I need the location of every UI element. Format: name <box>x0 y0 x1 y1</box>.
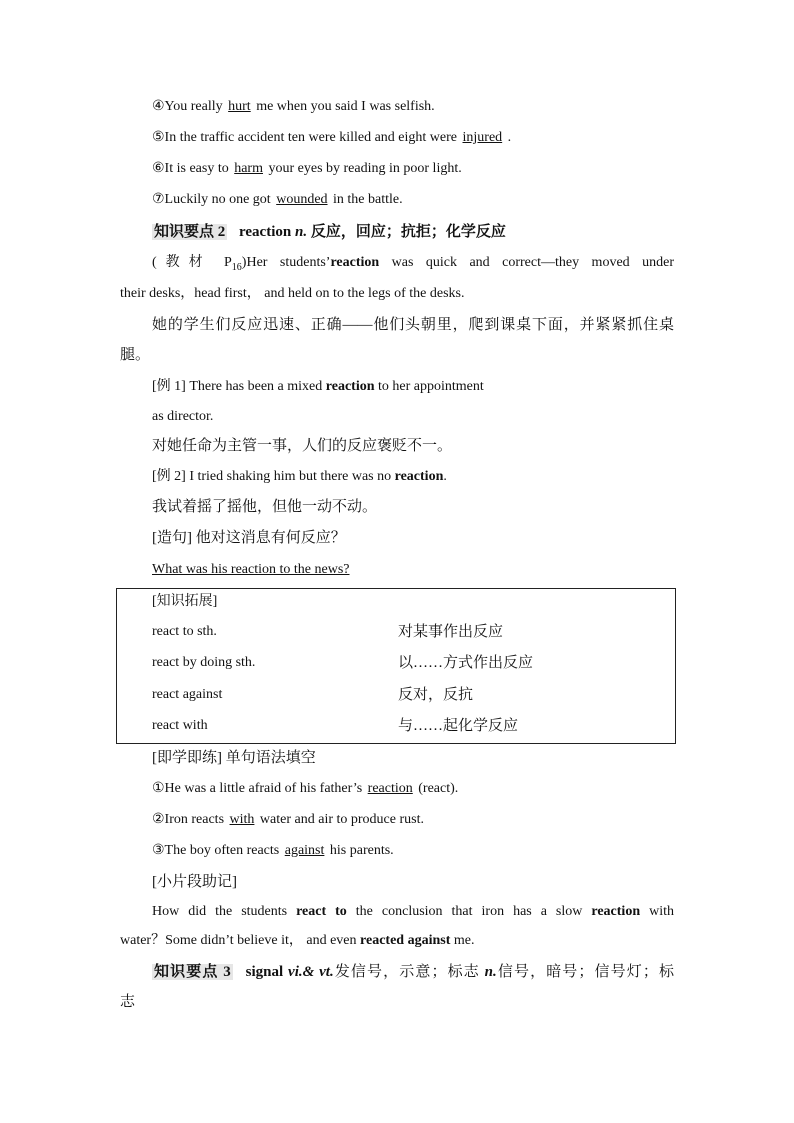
point-tag: 知识要点 3 <box>154 964 231 980</box>
memo-line2: water？Some didn’t believe it， and even reacted against me. <box>120 933 475 948</box>
exercise-item-4: ④You really hurt me when you said I was selfish. <box>152 99 435 114</box>
example-2: [例 2] I tried shaking him but there was no reaction. <box>152 469 447 484</box>
expansion-title: [知识拓展] <box>152 594 218 609</box>
headword: signal <box>245 964 284 980</box>
answer-blank: wounded <box>276 192 328 207</box>
knowledge-expansion-box <box>116 588 676 744</box>
point-3-heading-cont: 志 <box>120 994 136 1010</box>
translation-line1: 她的学生们反应迅速、正确——他们头朝里，爬到课桌下面，并紧紧抓住桌 <box>152 317 674 333</box>
expansion-row: react by doing sth. 以……方式作出反应 <box>152 655 534 671</box>
headword-meaning: 反应，回应；抗拒；化学反应 <box>310 224 506 240</box>
expansion-row: react with 与……起化学反应 <box>152 718 519 734</box>
textbook-quote-line2: their desks，head first， and held on to the legs of the desks. <box>120 286 465 301</box>
textbook-quote-line1: (教材 $P_{16})Her$ students’reaction was quick and correct—they moved under <box>152 255 675 273</box>
answer-blank: reaction <box>367 781 413 796</box>
answer-blank: injured <box>462 130 503 145</box>
practice-title: [即学即练] 单句语法填空 <box>152 750 316 766</box>
point-tag: 知识要点 2 <box>154 224 226 240</box>
exercise-item-7: ⑦Luckily no one got wounded in the battle. <box>152 192 403 207</box>
sentence-making-prompt: [造句] 他对这消息有何反应？ <box>152 530 346 546</box>
example-2-translation: 我试着摇了摇他，但他一动不动。 <box>152 499 378 515</box>
sentence-making-answer: What was his reaction to the news? <box>152 562 350 577</box>
point-3-heading: 知识要点 3 signal vi.& vt.发信号，示意；标志 n.信号，暗号；信号灯；标 <box>154 964 674 980</box>
expansion-row: react against 反对，反抗 <box>152 687 474 703</box>
part-of-speech: n. <box>294 224 308 240</box>
practice-question-2: ②Iron reacts with water and air to produce rust. <box>152 812 424 827</box>
answer-blank: harm <box>234 161 263 176</box>
memo-line1: How did the students react to the conclusion that iron has a slow reaction with <box>152 904 674 919</box>
expansion-row: react to sth. 对某事作出反应 <box>152 624 504 640</box>
memo-title: [小片段助记] <box>152 874 237 890</box>
answer-blank: against <box>284 843 325 858</box>
answer-blank: with <box>229 812 255 827</box>
practice-question-1: ①He was a little afraid of his father’s reaction (react). <box>152 781 459 796</box>
translation-line2: 腿。 <box>120 347 151 363</box>
answer-blank: hurt <box>228 99 251 114</box>
part-of-speech: vi.& vt. <box>288 964 334 980</box>
example-1: [例 1] There has been a mixed reaction to her appointment <box>152 379 484 394</box>
exercise-item-6: ⑥It is easy to harm your eyes by reading in poor light. <box>152 161 462 176</box>
example-1-translation: 对她任命为主管一事，人们的反应褒贬不一。 <box>152 438 453 454</box>
point-2-heading <box>152 222 674 242</box>
practice-question-3: ③The boy often reacts against his parents. <box>152 843 394 858</box>
exercise-item-5: ⑤In the traffic accident ten were killed and eight were injured . <box>152 130 512 145</box>
headword: reaction <box>239 224 292 240</box>
example-1-cont: as director. <box>152 409 214 424</box>
